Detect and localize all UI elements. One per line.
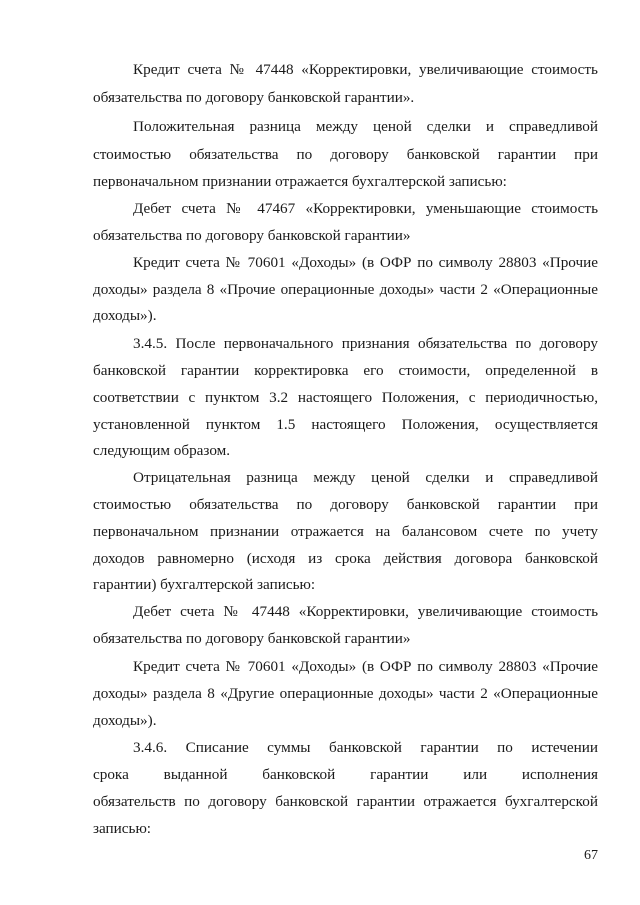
text-line: Дебет счета № 47448 «Корректировки, увеличивающие стоимость (133, 603, 598, 620)
text-line: первоначальном признании отражается на балансовом счете по учету (93, 523, 598, 540)
text-line: гарантии) бухгалтерской записью: (93, 576, 316, 593)
text-line: Кредит счета № 70601 «Доходы» (в ОФР по символу 28803 «Прочие (133, 254, 598, 271)
text-line: соответствии с пунктом 3.2 настоящего Положения, с периодичностью, (93, 389, 598, 406)
text-line: доходы»). (93, 712, 157, 729)
page-number: 67 (584, 848, 598, 863)
text-line: обязательства по договору банковской гарантии». (93, 89, 415, 106)
text-line: обязательств по договору банковской гарантии отражается бухгалтерской (93, 793, 598, 810)
text-line: 3.4.5. После первоначального признания обязательства по договору (133, 335, 598, 352)
text-line: Кредит счета № 47448 «Корректировки, увеличивающие стоимость (133, 61, 598, 78)
text-line: установленной пунктом 1.5 настоящего Положения, осуществляется (93, 416, 598, 433)
text-line: следующим образом. (93, 442, 231, 459)
text-line: обязательства по договору банковской гарантии» (93, 227, 411, 244)
text-line: Положительная разница между ценой сделки и справедливой (133, 118, 598, 135)
text-line: доходы»). (93, 307, 157, 324)
text-line: первоначальном признании отражается бухгалтерской записью: (93, 173, 507, 190)
text-line: доходы» раздела 8 «Другие операционные доходы» части 2 «Операционные (93, 685, 598, 702)
text-line: записью: (93, 820, 152, 837)
text-line: стоимостью обязательства по договору банковской гарантии при (93, 146, 598, 163)
text-line: 3.4.6. Списание суммы банковской гарантии по истечении (133, 739, 598, 756)
text-line: доходов равномерно (исходя из срока действия договора банковской (93, 550, 598, 567)
text-line: Отрицательная разница между ценой сделки и справедливой (133, 469, 598, 486)
text-line: стоимостью обязательства по договору банковской гарантии при (93, 496, 598, 513)
text-line: Дебет счета № 47467 «Корректировки, уменьшающие стоимость (133, 200, 598, 217)
text-line: банковской гарантии корректировка его стоимости, определенной в (93, 362, 598, 379)
text-line: Кредит счета № 70601 «Доходы» (в ОФР по символу 28803 «Прочие (133, 658, 598, 675)
text-line: доходы» раздела 8 «Прочие операционные доходы» части 2 «Операционные (93, 281, 598, 298)
text-line: обязательства по договору банковской гарантии» (93, 630, 411, 647)
text-line: срока выданной банковской гарантии или исполнения (93, 766, 598, 783)
